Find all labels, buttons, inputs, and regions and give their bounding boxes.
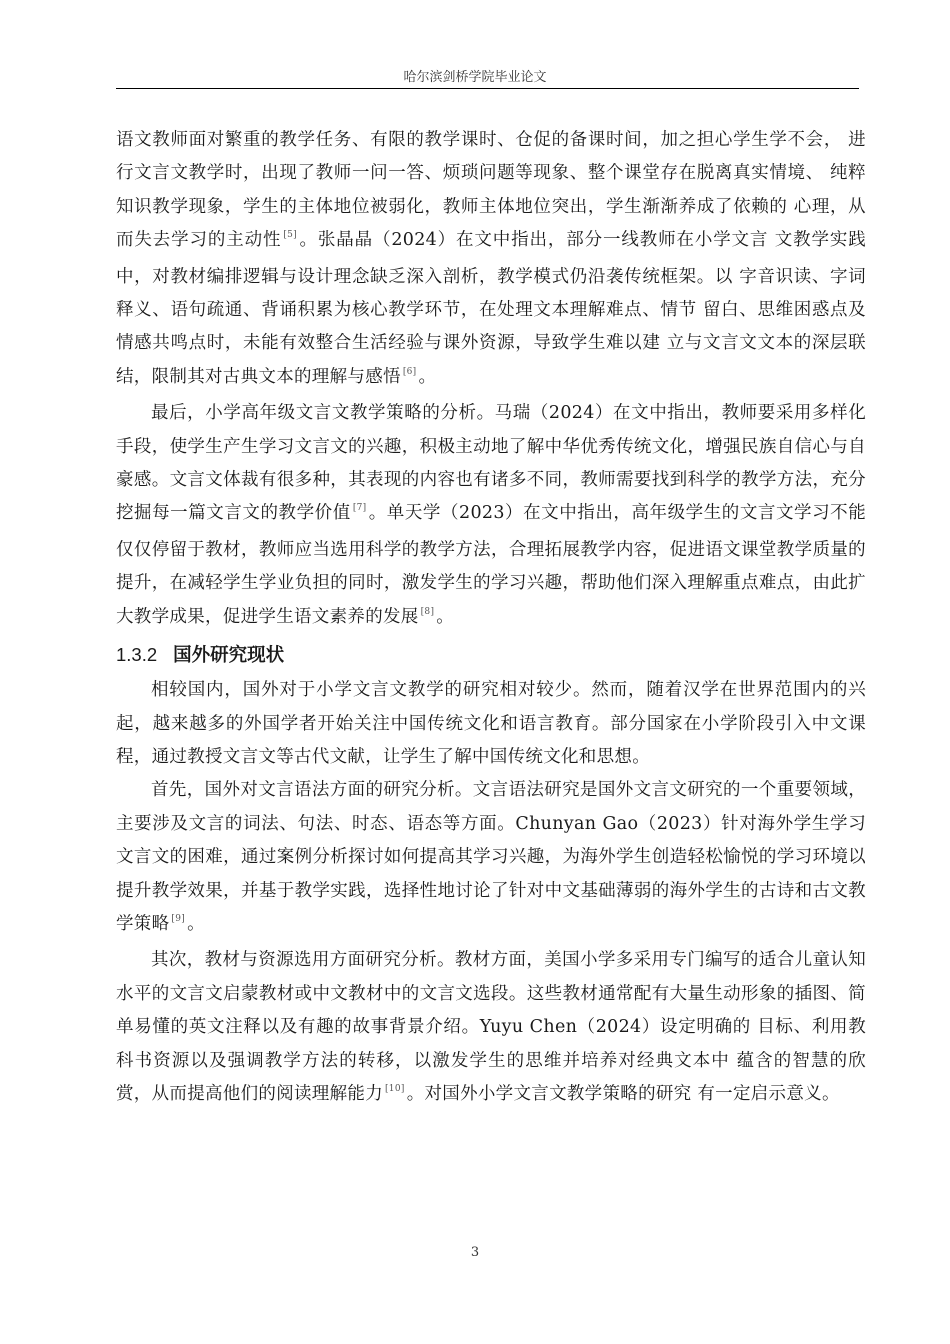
paragraph-continued bbox=[116, 124, 866, 397]
paragraph-text: 语文教师面对繁重的教学任务、有限的教学课时、仓促的备课时间，加之担心学生学不会， 进行文言文教学时，出现了教师一问一答、烦琐问题等现象、整个课堂存在脱离真实情境、 纯粹知识教学现象，学生的主体地位被弱化，教师主体地位突出，学生渐渐养成了依赖的 心理，从而失去学习的主动性 bbox=[116, 130, 866, 251]
paragraph-text: 最后，小学高年级文言文教学策略的分析。马瑞（2024）在文中指出，教师要采用多样化手段，使学生产生学习文言文的兴趣，积极主动地了解中华优秀传统文化，增强民族自信心与自豪感。文言文体裁有很多种，其表现的内容也有诸多不同，教师需要找到科学的教学方法，充分挖掘每一篇文言文的教学价值 bbox=[116, 403, 866, 524]
paragraph-text: 。单天学（2023）在文中指出，高年级学生的文言文学习不能仅仅停留于教材，教师应当选用科学的教学方法，合理拓展教学内容，促进语文课堂教学质量的提升，在减轻学生学业负担的同时，激发学生的学习兴趣，帮助他们深入理解重点难点，由此扩大教学成果，促进学生语文素养的发展 bbox=[116, 503, 867, 627]
paragraph-intro bbox=[116, 674, 866, 774]
citation-ref: [8] bbox=[420, 606, 435, 617]
citation-ref: [10] bbox=[385, 1083, 405, 1094]
running-header: 哈尔滨剑桥学院毕业论文 bbox=[403, 70, 547, 85]
paragraph-strategy bbox=[116, 397, 866, 637]
citation-ref: [7] bbox=[352, 503, 367, 514]
paragraph-text: 其次，教材与资源选用方面研究分析。教材方面，美国小学多采用专门编写的适合儿童认知水平的文言文启蒙教材或中文教材中的文言文选段。这些教材通常配有大量生动形象的插图、简单易懂的英文注释以及有趣的故事背景介绍。Yuyu Chen（2024）设定明确的 目标、利用教科书资源以及强调教学方法的转移，以激发学生的思维并培养对经典文本中 蕴含的智慧的欣赏，从而提高他们的阅读理解能力 bbox=[116, 950, 866, 1104]
header-rule bbox=[116, 88, 859, 89]
section-heading bbox=[116, 637, 866, 674]
paragraph-text: 。 bbox=[418, 366, 437, 387]
citation-ref: [5] bbox=[283, 230, 297, 241]
citation-ref: [6] bbox=[402, 366, 417, 377]
paragraph-text: 。 bbox=[187, 913, 205, 934]
paragraph-text: 相较国内，国外对于小学文言文教学的研究相对较少。然而，随着汉学在世界范围内的兴起，越来越多的外国学者开始关注中国传统文化和语言教育。部分国家在小学阶段引入中文课程，通过教授文言文等古代文献，让学生了解中国传统文化和思想。 bbox=[116, 680, 866, 767]
paragraph-grammar bbox=[116, 774, 866, 944]
paragraph-text: 。对国外小学文言文教学策略的研究 有一定启示意义。 bbox=[406, 1083, 840, 1104]
page-number: 3 bbox=[470, 1245, 480, 1260]
paragraph-text: 。 bbox=[436, 606, 455, 627]
body-content bbox=[116, 124, 866, 1114]
paragraph-materials bbox=[116, 944, 866, 1114]
paragraph-text: 。张晶晶（2024）在文中指出，部分一线教师在小学文言 文教学实践中，对教材编排逻辑与设计理念缺乏深入剖析，教学模式仍沿袭传统框架。以 字音识读、字词释义、语句疏通、背诵积累为核心教学环节，在处理文本理解难点、情节 留白、思维困惑点及情感共鸣点时，未能有效整合生活经验与课外资源，导致学生难以建 立与文言文文本的深层联结，限制其对古典文本的理解与感悟 bbox=[116, 230, 866, 387]
section-title: 国外研究现状 bbox=[173, 645, 285, 667]
section-number: 1.3.2 bbox=[116, 644, 158, 666]
paragraph-text: 首先，国外对文言语法方面的研究分析。文言语法研究是国外文言文研究的一个重要领域，主要涉及文言的词法、句法、时态、语态等方面。Chunyan Gao（2023）针对海外学生学习文言文的困难，通过案例分析探讨如何提高其学习兴趣，为海外学生创造轻松愉悦的学习环境以提升教学效果，并基于教学实践，选择性地讨论了针对中文基础薄弱的海外学生的古诗和古文教学策略 bbox=[116, 780, 866, 934]
citation-ref: [9] bbox=[171, 913, 186, 924]
